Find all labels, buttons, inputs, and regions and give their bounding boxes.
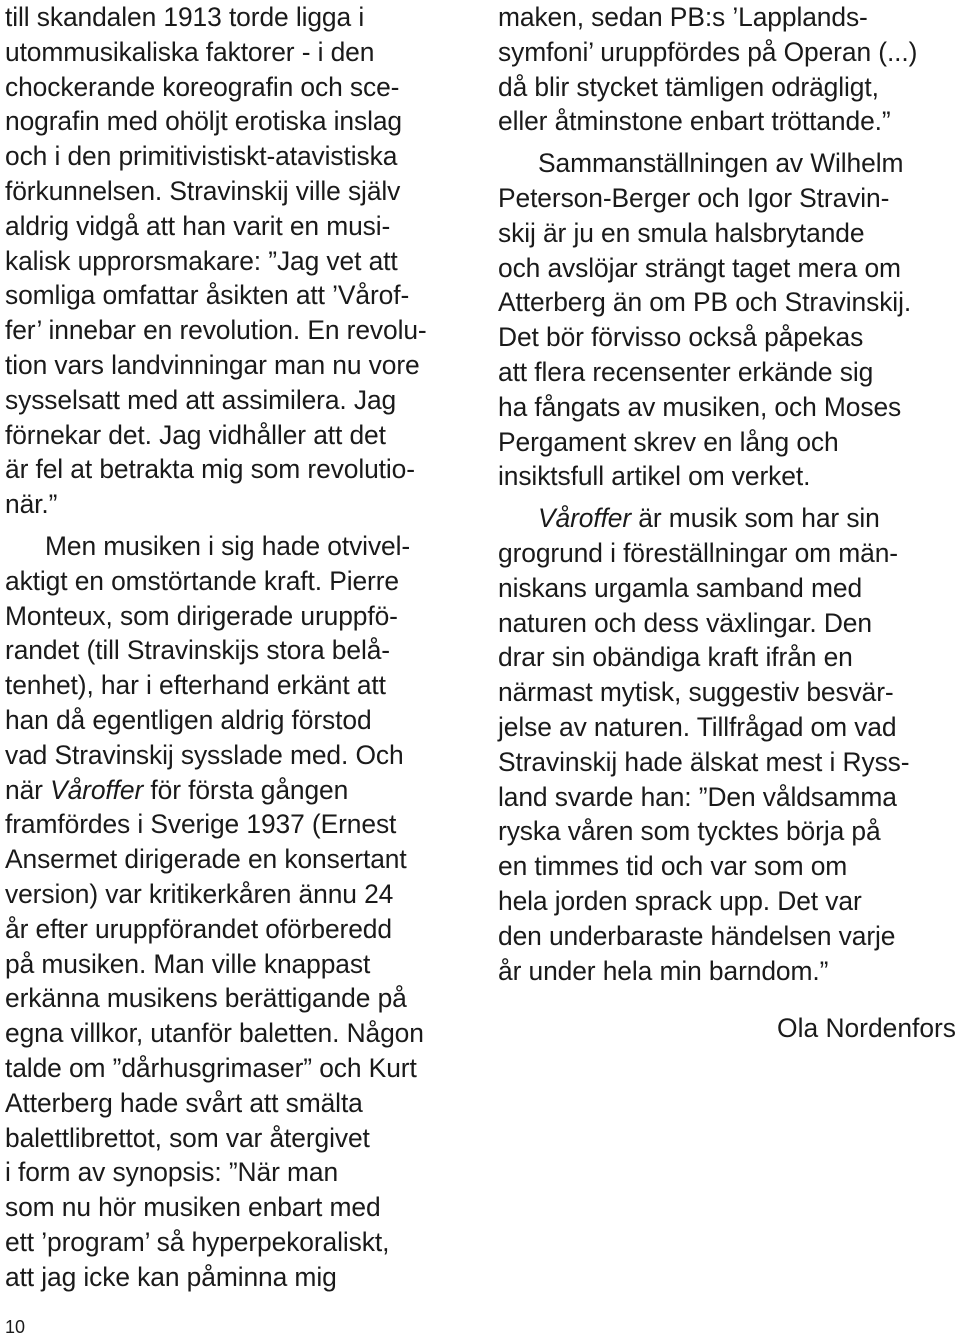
text-line: framfördes i Sverige 1937 (Ernest xyxy=(5,809,397,840)
text-line: att flera recensenter erkände sig xyxy=(498,356,874,387)
text-line xyxy=(5,773,475,808)
text-line: förnekar det. Jag vidhåller att det xyxy=(5,419,386,450)
text-line: niskans urgamla samband med xyxy=(498,572,863,603)
text-line: år efter uruppförandet oförberedd xyxy=(5,913,392,944)
text-line: han då egentligen aldrig förstod xyxy=(5,704,372,735)
text-line: egna villkor, utanför baletten. Någon xyxy=(5,1018,424,1049)
text-line: randet (till Stravinskijs stora belå- xyxy=(5,635,390,666)
text-line: hela jorden sprack upp. Det var xyxy=(498,885,862,916)
text-line: maken, sedan PB:s ’Lapplands- xyxy=(498,2,868,32)
page-number: 10 xyxy=(5,1317,26,1337)
text-line: version) var kritikerkåren ännu 24 xyxy=(5,878,394,909)
paragraph-first-line xyxy=(498,501,960,536)
text-line: är fel at betrakta mig som revolutio- xyxy=(5,454,415,485)
text-line: erkänna musikens berättigande på xyxy=(5,983,407,1014)
text-line: aktigt en omstörtande kraft. Pierre xyxy=(5,565,400,596)
text-line: ett ’program’ så hyperpekoraliskt, xyxy=(5,1226,390,1257)
text-line: vad Stravinskij sysslade med. Och xyxy=(5,739,404,770)
text-line: chockerande koreografin och sce- xyxy=(5,71,400,102)
text-line: förkunnelsen. Stravinskij ville själv xyxy=(5,175,401,206)
text-line: när.” xyxy=(5,489,58,520)
text-line: utommusikaliska faktorer - i den xyxy=(5,36,375,67)
text-line: talde om ”dårhusgrimaser” och Kurt xyxy=(5,1052,417,1083)
text-line: insiktsfull artikel om verket. xyxy=(498,461,811,492)
text-line: grogrund i föreställningar om män- xyxy=(498,537,898,568)
text-line: aldrig vidgå att han varit en musi- xyxy=(5,210,391,241)
text-line: den underbaraste händelsen varje xyxy=(498,920,896,951)
text-line: nografin med ohöljt erotiska inslag xyxy=(5,106,402,137)
text-line: balettlibrettot, som var återgivet xyxy=(5,1122,370,1153)
text-line: eller åtminstone enbart tröttande.” xyxy=(498,106,891,137)
text-line: Monteux, som dirigerade uruppfö- xyxy=(5,600,398,631)
text-line: att jag icke kan påminna mig xyxy=(5,1261,337,1292)
text-line: Pergament skrev en lång och xyxy=(498,426,839,457)
work-title-italic: Våroffer xyxy=(538,503,632,534)
text-line: på musiken. Man ville knappast xyxy=(5,948,371,979)
paragraph-first-line: Men musiken i sig hade otvivel- xyxy=(45,530,411,561)
left-column xyxy=(5,0,475,1294)
text-line: en timmes tid och var som om xyxy=(498,851,848,882)
author-signature: Ola Nordenfors xyxy=(777,1013,956,1043)
text-line: Atterberg hade svårt att smälta xyxy=(5,1087,363,1118)
text-line: naturen och dess växlingar. Den xyxy=(498,607,872,638)
text-line: fer’ innebar en revolution. En revolu- xyxy=(5,315,427,346)
text-line: Atterberg än om PB och Stravinskij. xyxy=(498,287,912,318)
text-line: som nu hör musiken enbart med xyxy=(5,1192,381,1223)
text-line: land svarde han: ”Den våldsamma xyxy=(498,781,897,812)
text-line: tenhet), har i efterhand erkänt att xyxy=(5,670,386,701)
paragraph-first-line: Sammanställningen av Wilhelm xyxy=(538,148,904,179)
text-line: till skandalen 1913 torde ligga i xyxy=(5,2,365,32)
text-line: somliga omfattar åsikten att ’Vårof- xyxy=(5,280,410,311)
text-line: symfoni’ uruppfördes på Operan (...) xyxy=(498,36,918,67)
text-line: skij är ju en smula halsbrytande xyxy=(498,217,865,248)
work-title-italic: Våroffer xyxy=(50,774,144,805)
text-line: Peterson-Berger och Igor Stravin- xyxy=(498,182,890,213)
text-line: och avslöjar strängt taget mera om xyxy=(498,252,901,283)
text-line: år under hela min barndom.” xyxy=(498,955,829,986)
text-line: Det bör förvisso också påpekas xyxy=(498,322,864,353)
right-column xyxy=(498,0,960,988)
text-line: närmast mytisk, suggestiv besvär- xyxy=(498,677,894,708)
text-line: Ansermet dirigerade en konsertant xyxy=(5,844,407,875)
text-line: drar sin obändiga kraft ifrån en xyxy=(498,642,853,673)
text-fragment: när xyxy=(5,774,51,805)
text-line: Stravinskij hade älskat mest i Ryss- xyxy=(498,746,910,777)
text-fragment: för första gången xyxy=(143,774,349,805)
text-line: ryska våren som tycktes börja på xyxy=(498,816,881,847)
text-line: då blir stycket tämligen odrägligt, xyxy=(498,71,879,102)
text-line: kalisk upprorsmakare: ”Jag vet att xyxy=(5,245,398,276)
text-line: tion vars landvinningar man nu vore xyxy=(5,349,420,380)
text-fragment: är musik som har sin xyxy=(631,503,880,534)
text-line: sysselsatt med att assimilera. Jag xyxy=(5,384,397,415)
text-line: i form av synopsis: ”När man xyxy=(5,1157,339,1188)
text-line: ha fångats av musiken, och Moses xyxy=(498,391,902,422)
text-line: jelse av naturen. Tillfrågad om vad xyxy=(498,711,897,742)
text-line: och i den primitivistiskt-atavistiska xyxy=(5,141,398,172)
